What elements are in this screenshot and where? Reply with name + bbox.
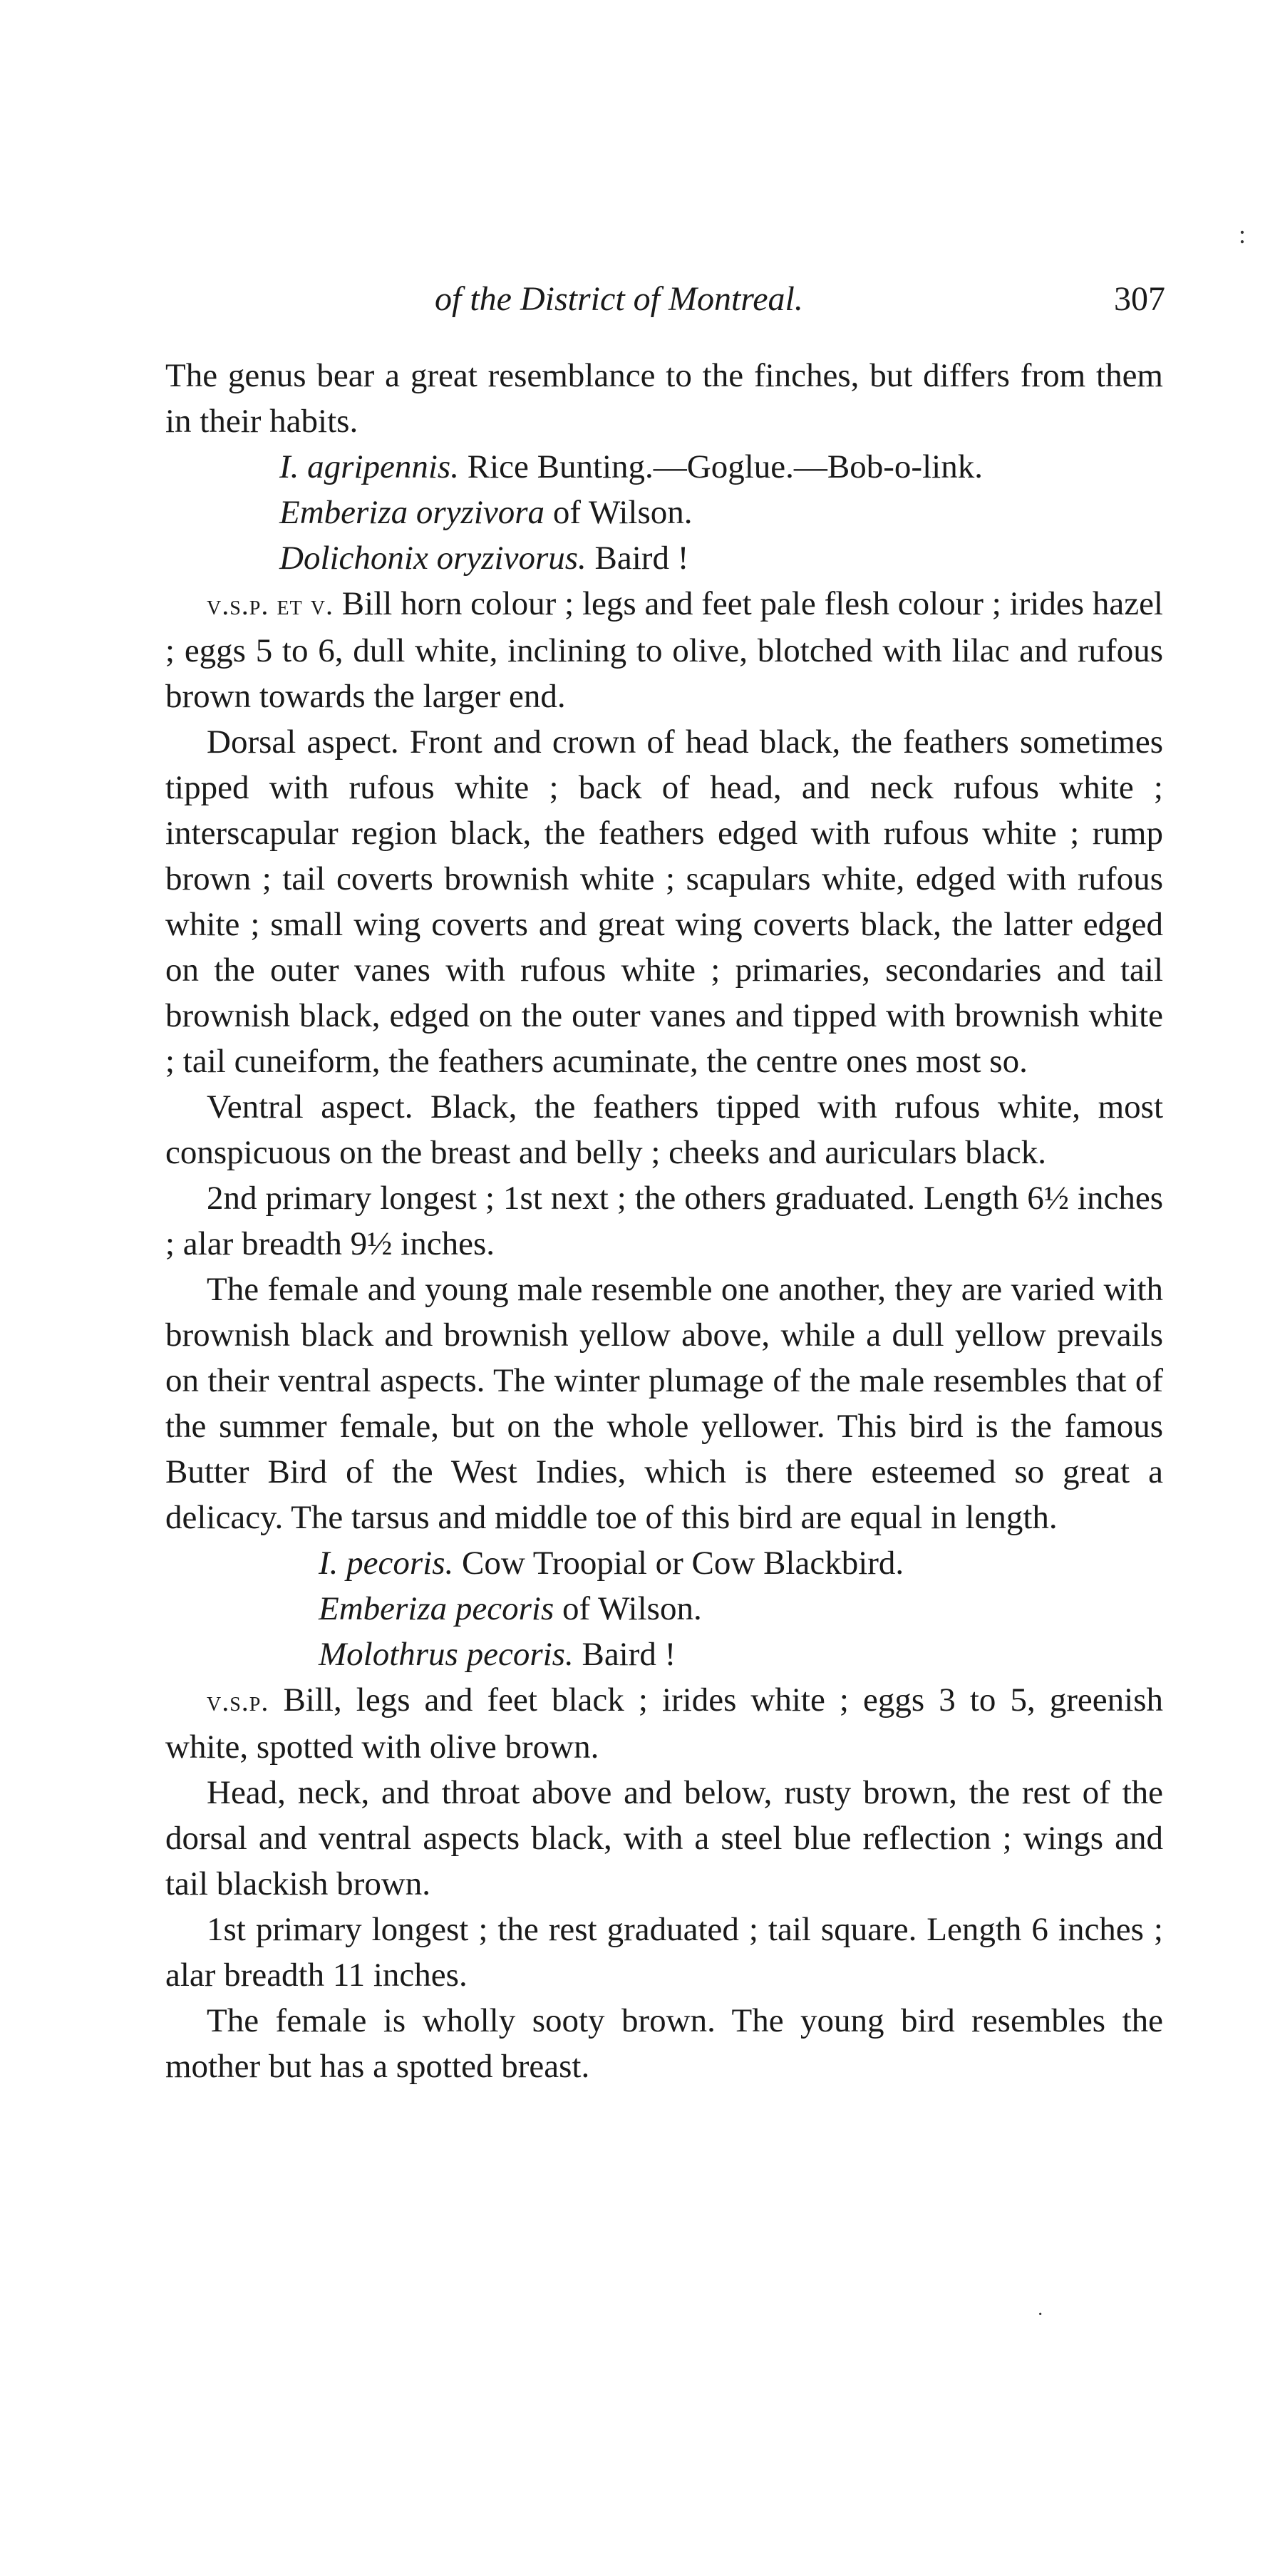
synonym-author: Baird ! — [586, 540, 689, 577]
synonym-name: Emberiza pecoris — [319, 1590, 554, 1627]
ventral-paragraph: Ventral aspect. Black, the feathers tipped with rufous white, most conspicuous on the breast and belly ; cheeks and auriculars black. — [165, 1088, 1163, 1171]
running-title: of the District of Montreal. — [435, 280, 803, 318]
status-text: Bill horn colour ; legs and feet pale flesh colour ; irides hazel ; eggs 5 to 6, dull white, inclining to olive, blotched with lilac and rufous brown towards the larger end. — [165, 585, 1163, 715]
dorsal-paragraph: Dorsal aspect. Front and crown of head black, the feathers sometimes tipped with rufous white ; back of head, and neck rufous white ; interscapular region black, the feathers edged with rufous white ; rump brown ; tail coverts brownish white ; scapulars white, edged with rufous white ; small wing coverts and great wing coverts black, the latter edged on the outer vanes with rufous white ; primaries, secondaries and tail brownish black, edged on the outer vanes and tipped with brownish white ; tail cuneiform, the feathers acuminate, the centre ones most so. — [165, 723, 1163, 1080]
synonym-name: Dolichonix oryzivorus. — [279, 540, 587, 577]
female-paragraph: The female and young male resemble one another, they are varied with brownish black and brownish yellow above, while a dull yellow prevails on their ventral aspects. The winter plumage of the male resembles that of the summer female, but on the whole yellower. This bird is the famous Butter Bird of the West Indies, which is there esteemed so great a delicacy. The tarsus and middle toe of this bird are equal in length. — [165, 1271, 1163, 1536]
species-heading — [165, 1540, 1163, 1586]
species-name: I. agripennis. — [279, 448, 459, 485]
synonym-author: of Wilson. — [554, 1590, 702, 1627]
synonym-author: Baird ! — [573, 1636, 676, 1673]
synonym-name: Molothrus pecoris. — [319, 1636, 574, 1673]
stray-mark: · — [1037, 2304, 1044, 2326]
status-code: v.s.p. et v. — [207, 589, 334, 621]
plumage-paragraph: Head, neck, and throat above and below, rusty brown, the rest of the dorsal and ventral aspects black, with a steel blue reflection ; wings and tail blackish brown. — [165, 1774, 1163, 1902]
female-paragraph: The female is wholly sooty brown. The young bird resembles the mother but has a spotted breast. — [165, 2002, 1163, 2085]
status-paragraph — [165, 1677, 1163, 1770]
common-name: Cow Troopial or Cow Blackbird. — [462, 1545, 904, 1582]
common-name: Rice Bunting.—Goglue.—Bob-o-link. — [467, 448, 983, 485]
status-paragraph — [165, 581, 1163, 719]
species-heading — [165, 444, 1163, 490]
page-body — [165, 353, 1163, 2089]
synonym-author: of Wilson. — [544, 494, 693, 531]
page-header — [399, 279, 1165, 329]
synonym-line — [165, 490, 1163, 535]
synonym-line — [165, 1632, 1163, 1677]
margin-mark: : — [1239, 220, 1246, 249]
synonym-line — [165, 1586, 1163, 1632]
status-code: v.s.p. — [207, 1685, 269, 1717]
synonym-line — [165, 535, 1163, 581]
measurement-paragraph: 2nd primary longest ; 1st next ; the others graduated. Length 6½ inches ; alar breadth 9½ inches. — [165, 1180, 1163, 1262]
status-text: Bill, legs and feet black ; irides white ; eggs 3 to 5, greenish white, spotted with olive brown. — [165, 1681, 1163, 1766]
species-name: I. pecoris. — [319, 1545, 454, 1582]
intro-paragraph: The genus bear a great resemblance to the finches, but differs from them in their habits. — [165, 357, 1163, 440]
synonym-name: Emberiza oryzivora — [279, 494, 545, 531]
measurement-paragraph: 1st primary longest ; the rest graduated ; tail square. Length 6 inches ; alar breadth 11 inches. — [165, 1911, 1163, 1994]
page-number: 307 — [1114, 280, 1165, 318]
